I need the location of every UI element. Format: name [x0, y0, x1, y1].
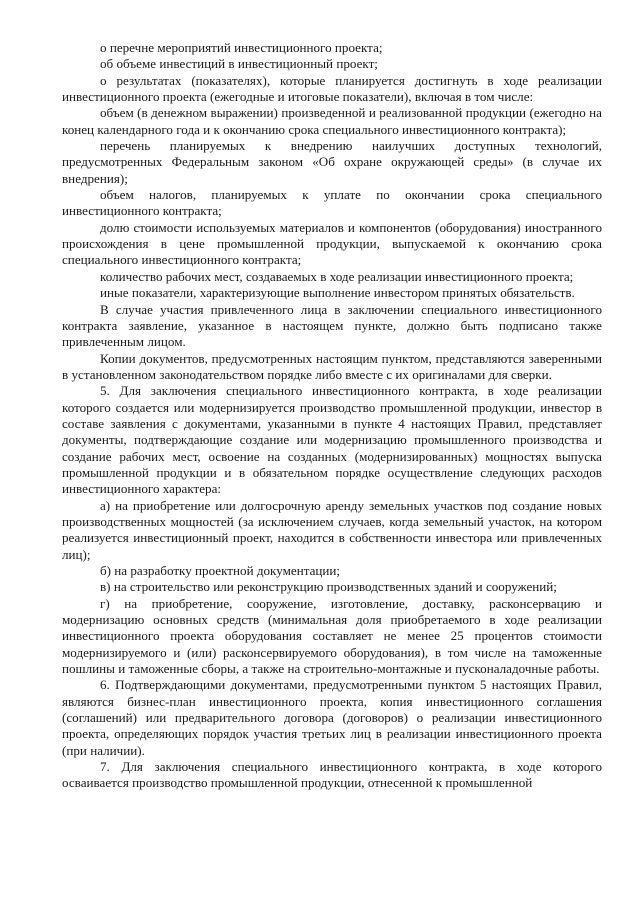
paragraph: 6. Подтверждающими документами, предусмотренными пунктом 5 настоящих Правил, являются бизнес-план инвестиционного проекта, копия инвестиционного соглашения (соглашений) или предварительного договора (договоров) о реализации инвестиционного проекта, определяющих порядок участия третьих лиц в реализации инвестиционного проекта (при наличии). — [62, 677, 602, 758]
paragraph: перечень планируемых к внедрению наилучших доступных технологий, предусмотренных Федеральным законом «Об охране окружающей среды» (в случае их внедрения); — [62, 138, 602, 186]
paragraph: объем налогов, планируемых к уплате по окончании срока специального инвестиционного контракта; — [62, 187, 602, 219]
paragraph: долю стоимости используемых материалов и компонентов (оборудования) иностранного происхождения в цене промышленной продукции, выпускаемой к окончанию срока специального инвестиционного контракта; — [62, 219, 602, 268]
paragraph: о перечне мероприятий инвестиционного проекта; — [100, 40, 383, 55]
paragraph: 5. Для заключения специального инвестиционного контракта, в ходе реализации которого создается или модернизируется производство промышленной продукции, инвестор в составе заявления с документами, указанными в пункте 4 настоящих Правил, представляет документы, подтверждающие создание или модернизацию промышленного производства и создание рабочих мест, освоение на созданных (модернизированных) мощностях выпуска промышленной продукции и в обязательном порядке осуществление следующих расходов инвестиционного характера: — [62, 383, 602, 497]
paragraph: б) на разработку проектной документации; — [100, 563, 341, 578]
paragraph: количество рабочих мест, создаваемых в ходе реализации инвестиционного проекта; — [100, 268, 574, 284]
document-page — [62, 40, 602, 792]
paragraph: в) на строительство или реконструкцию производственных зданий и сооружений; — [100, 579, 557, 595]
paragraph: а) на приобретение или долгосрочную аренду земельных участков под создание новых производственных мощностей (за исключением случаев, когда земельный участок, на котором реализуется инвестиционный проект, находится в собственности инвестора или привлеченных лиц); — [62, 497, 602, 562]
paragraph: Копии документов, предусмотренных настоящим пунктом, представляются заверенными в установленном законодательством порядке либо вместе с их оригиналами для сверки. — [62, 350, 602, 382]
paragraph: о результатах (показателях), которые планируется достигнуть в ходе реализации инвестиционного проекта (ежегодные и итоговые показатели), включая в том числе: — [62, 72, 602, 105]
paragraph: В случае участия привлеченного лица в заключении специального инвестиционного контракта заявление, указанное в настоящем пункте, должно быть подписано также привлеченным лицом. — [62, 301, 602, 350]
paragraph: иные показатели, характеризующие выполнение инвестором принятых обязательств. — [100, 285, 575, 301]
paragraph: об объеме инвестиций в инвестиционный проект; — [100, 56, 378, 72]
paragraph: 7. Для заключения специального инвестиционного контракта, в ходе которого осваивается производство промышленной продукции, отнесенной к промышленной — [62, 759, 602, 791]
paragraph: объем (в денежном выражении) произведенной и реализованной продукции (ежегодно на конец календарного года и к окончанию срока специального инвестиционного контракта); — [62, 105, 602, 137]
paragraph: г) на приобретение, сооружение, изготовление, доставку, расконсервацию и модернизацию основных средств (минимальная доля приобретаемого в ходе реализации инвестиционного проекта оборудования составляет не менее 25 процентов стоимости модернизируемого и (или) расконсервируемого оборудования), в том числе на таможенные пошлины и таможенные сборы, а также на строительно-монтажные и пусконаладочные работы. — [62, 595, 602, 677]
